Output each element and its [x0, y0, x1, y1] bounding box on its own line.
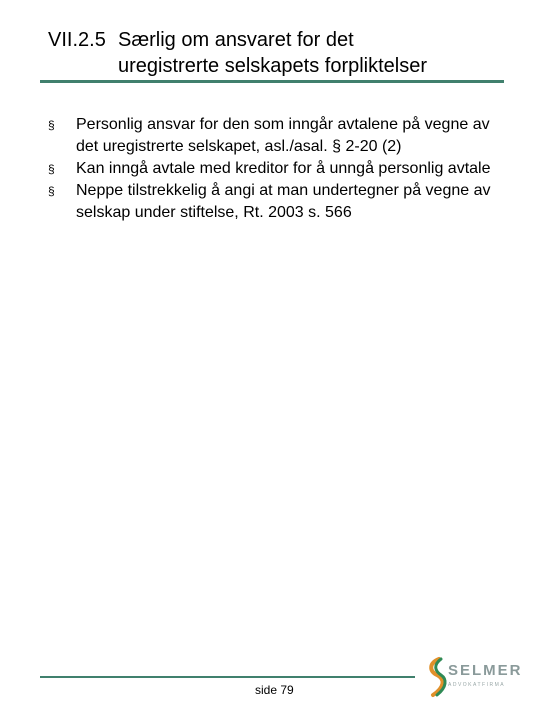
title-line-2: uregistrerte selskapets forpliktelser: [118, 55, 428, 77]
section-number: VII.2.5: [48, 29, 106, 51]
bullet-item: [48, 180, 508, 224]
bullet-text: Kan inngå avtale med kreditor for å unngå personlig avtale: [76, 160, 491, 177]
title-divider: [40, 80, 504, 83]
bullet-text: Neppe tilstrekkelig å angi at man undertegner på vegne av selskap under stiftelse, Rt. 2003 s. 566: [76, 182, 491, 221]
bullet-item: [48, 158, 508, 180]
slide-title: [48, 27, 518, 79]
logo-subtitle: ADVOKATFIRMA: [448, 682, 506, 688]
bullet-marker: §: [48, 184, 55, 198]
footer-divider: [40, 676, 415, 678]
logo-wordmark: SELMER: [448, 662, 523, 679]
title-line-1: Særlig om ansvaret for det: [118, 29, 354, 51]
bullet-list: [48, 114, 508, 224]
bullet-marker: §: [48, 118, 55, 132]
bullet-item: [48, 114, 508, 158]
page-number: side 79: [255, 683, 294, 697]
bullet-text: Personlig ansvar for den som inngår avtalene på vegne av det uregistrerte selskapet, asl./asal. § 2-20 (2): [76, 116, 490, 155]
bullet-marker: §: [48, 162, 55, 176]
